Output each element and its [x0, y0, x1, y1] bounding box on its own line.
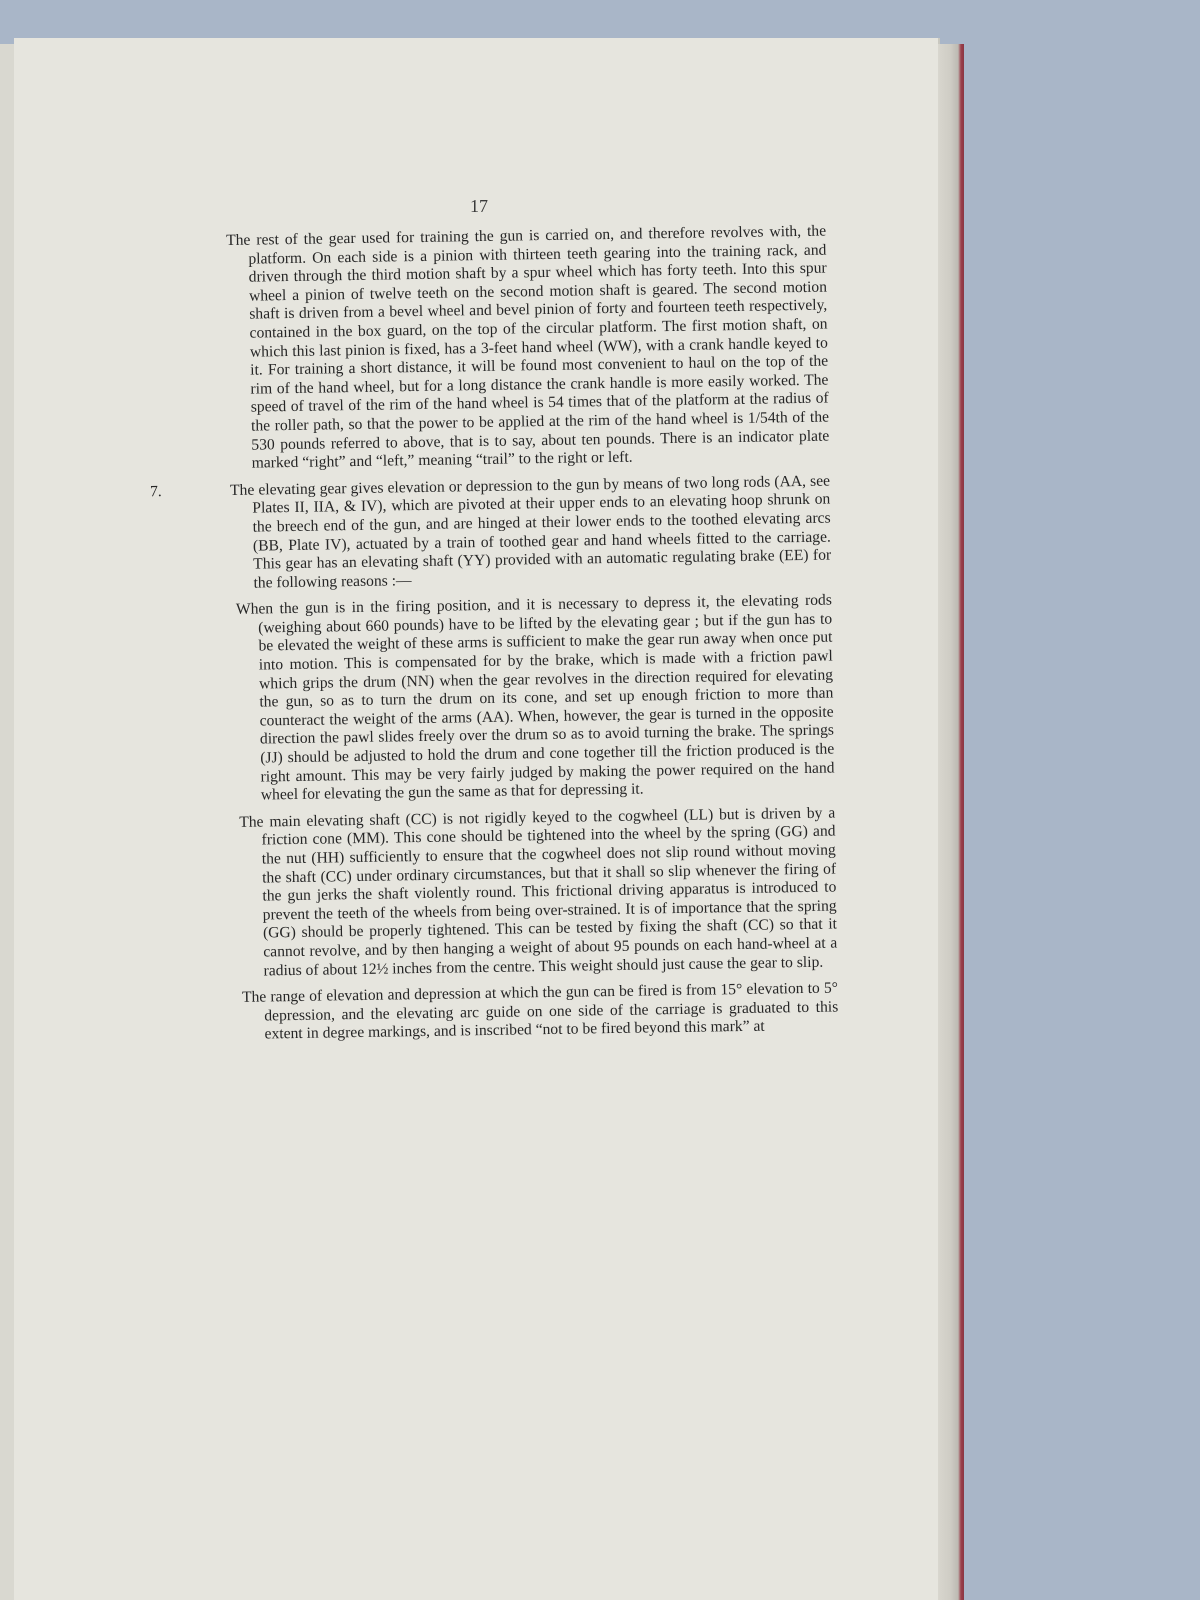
paragraph-text: The rest of the gear used for training the gun is carried on, and therefore revolves with, the platform. On each side is a pinion with thirteen teeth gearing into the training rack, and driven through the third motion shaft by a spur wheel which has forty teeth. Into this spur wheel a pinion of twelve teeth on the second motion shaft is geared. The second motion shaft is driven from a bevel wheel and bevel pinion of forty and fourteen teeth respectively, contained in the box guard, on the top of the circular platform. The first motion shaft, on which this last pinion is fixed, has a 3-feet hand wheel (WW), with a crank handle keyed to it. For training a short distance, it will be found most convenient to haul on the top of the rim of the hand wheel, but for a long distance the crank handle is more easily worked. The speed of travel of the rim of the hand wheel is 54 times that of the platform at the radius of the roller path, so that the power to be applied at the rim of the hand wheel is 1/54th of the 530 pounds referred to above, that is to say, about ten pounds. There is an indicator plate marked “right” and “left,” meaning “trail” to the right or left.	[226, 222, 830, 472]
paragraph-elevating-gear	[230, 472, 832, 593]
body-text	[226, 223, 839, 1053]
previous-page-edge	[0, 44, 15, 1600]
paragraph-main-elevating-shaft	[239, 804, 838, 981]
paragraph-text: The main elevating shaft (CC) is not rigidly keyed to the cogwheel (LL) but is driven by a friction cone (MM). This cone should be tightened into the wheel by the spring (GG) and the nut (HH) sufficiently to ensure that the cogwheel does not slip round without moving the shaft (CC) under ordinary circumstances, but that it shall so slip whenever the firing of the gun jerks the shaft violently round. This frictional driving apparatus is introduced to prevent the teeth of the wheels from being over-strained. It is of importance that the spring (GG) should be properly tightened. This can be tested by fixing the shaft (CC) so that it cannot revolve, and by then hanging a weight of about 95 pounds on each hand-wheel at a radius of about 12½ inches from the centre. This weight should just cause the gear to slip.	[239, 804, 838, 980]
paragraph-range-of-elevation	[242, 980, 839, 1045]
paragraph-text: The range of elevation and depression at which the gun can be fired is from 15° elevation to 5° depression, and the elevating arc guide on one side of the carriage is graduated to this extent in degree markings, and is inscribed “not to be fired beyond this mark” at	[241, 979, 839, 1043]
paragraph-text: The elevating gear gives elevation or depression to the gun by means of two long rods (AA, see Plates II, IIA, & IV), which are pivoted at their upper ends to an elevating hoop shrunk on the breech end of the gun, and are hinged at their lower ends to the toothed elevating arcs (BB, Plate IV), actuated by a train of toothed gear and hand wheels fitted to the carriage. This gear has an elevating shaft (YY) provided with an automatic regulating brake (EE) for the following reasons :—	[229, 472, 832, 592]
paragraph-training-gear	[226, 223, 830, 474]
paragraph-firing-position	[236, 592, 835, 806]
page-stack-edge	[938, 44, 964, 1600]
page-number: 17	[470, 196, 488, 216]
paragraph-text: When the gun is in the firing position, and it is necessary to depress it, the elevating rods (weighing about 660 pounds) have to be lifted by the elevating gear ; but if the gun has to be elevated the weight of these arms is sufficient to make the gear run away when once put into motion. This is compensated for by the brake, which is made with a friction pawl which grips the drum (NN) when the gear revolves in the direction required for elevating the gun, so as to turn the drum on its cone, and set up enough friction to more than counteract the weight of the arms (AA). When, however, the gear is turned in the opposite direction the pawl slides freely over the drum so as to avoid turning the brake. The springs (JJ) should be adjusted to hold the drum and cone together till the friction produced is the right amount. This may be very fairly judged by making the power required on the hand wheel for elevating the gun the same as that for depressing it.	[235, 591, 835, 804]
